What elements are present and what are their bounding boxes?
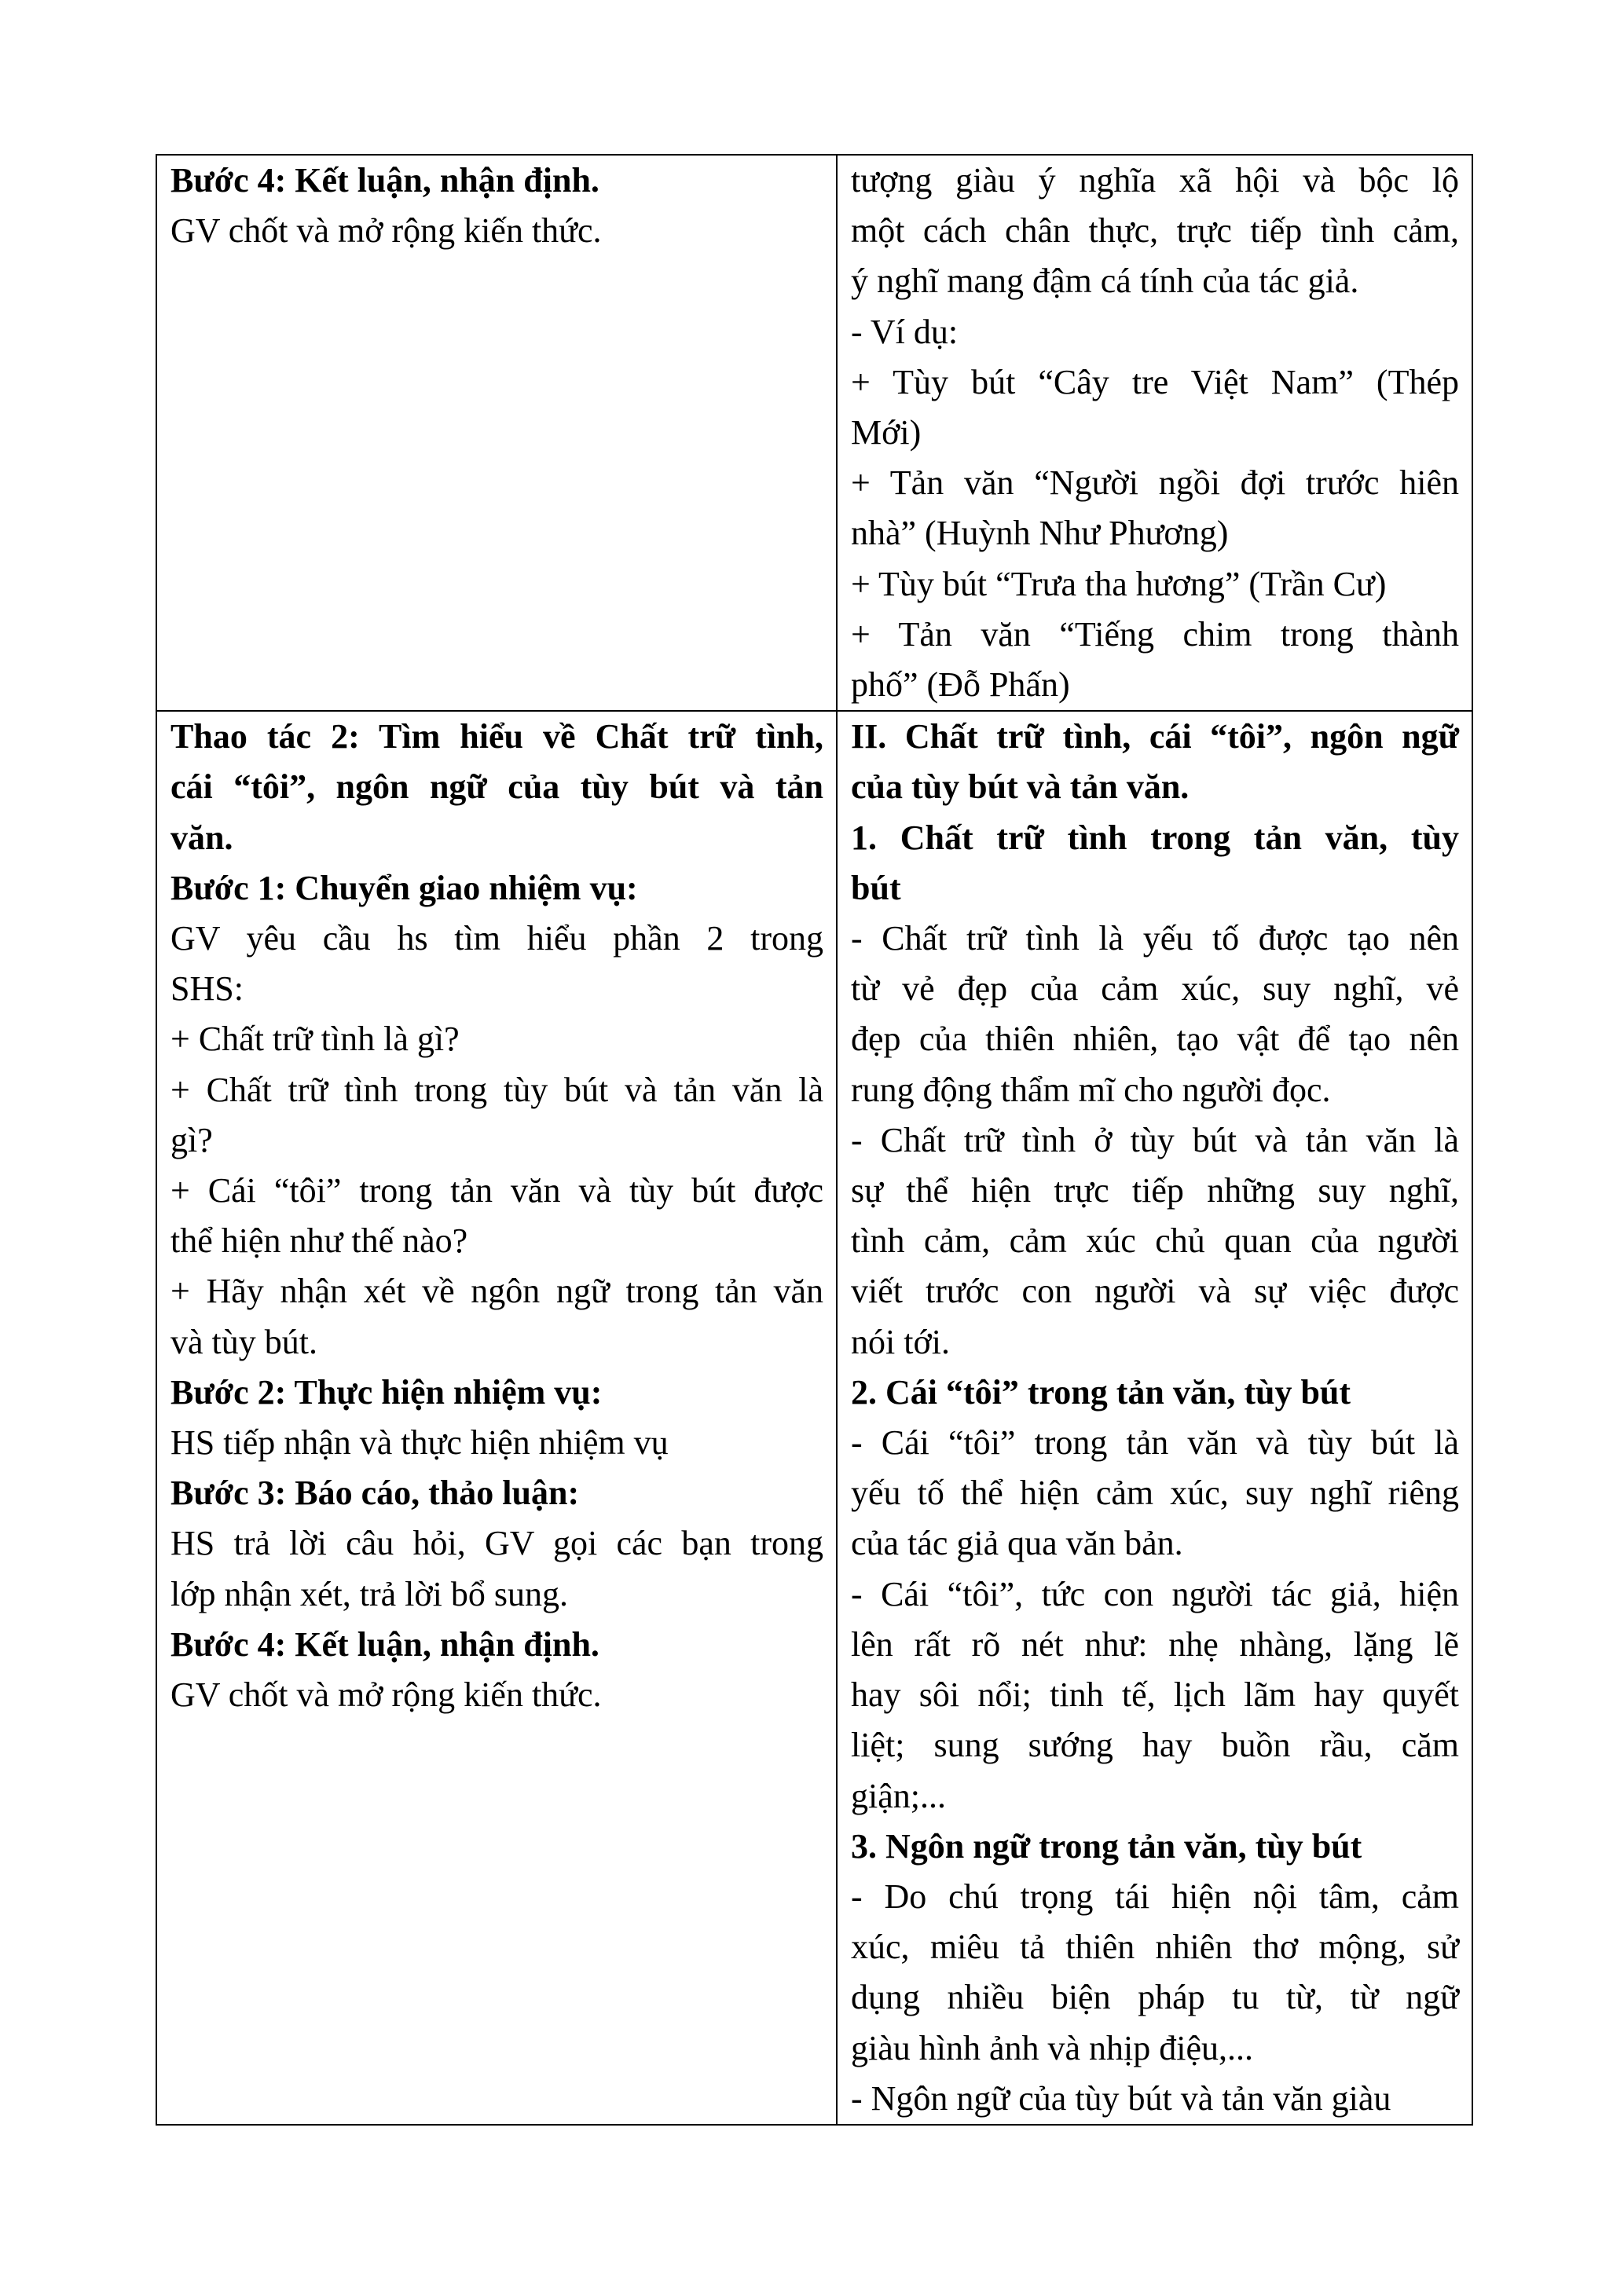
text-line: gì? bbox=[170, 1120, 213, 1159]
heading-paragraph bbox=[170, 1368, 823, 1418]
text-line: đẹp của thiên nhiên, tạo vật để tạo nên bbox=[851, 1020, 1459, 1059]
text-paragraph bbox=[170, 206, 823, 256]
text-line: GV chốt và mở rộng kiến thức. bbox=[170, 1675, 602, 1715]
text-line: Bước 3: Báo cáo, thảo luận: bbox=[170, 1474, 580, 1513]
text-paragraph bbox=[851, 458, 1459, 558]
text-line: - Chất trữ tình là yếu tố được tạo nên bbox=[851, 919, 1459, 958]
text-paragraph bbox=[851, 357, 1459, 458]
text-paragraph bbox=[170, 1065, 823, 1166]
text-line: lên rất rõ nét như: nhẹ nhàng, lặng lẽ bbox=[851, 1624, 1459, 1664]
text-line: - Do chú trọng tái hiện nội tâm, cảm bbox=[851, 1877, 1459, 1916]
text-paragraph bbox=[170, 1266, 823, 1367]
text-line: từ vẻ đẹp của cảm xúc, suy nghĩ, vẻ bbox=[851, 969, 1459, 1009]
text-line: 2. Cái “tôi” trong tản văn, tùy bút bbox=[851, 1372, 1351, 1412]
text-line: GV yêu cầu hs tìm hiểu phần 2 trong bbox=[170, 919, 823, 958]
text-line: Bước 1: Chuyển giao nhiệm vụ: bbox=[170, 868, 638, 907]
text-line: dụng nhiều biện pháp tu từ, từ ngữ bbox=[851, 1978, 1459, 2017]
text-line: nhà” (Huỳnh Như Phương) bbox=[851, 514, 1229, 553]
text-line: + Hãy nhận xét về ngôn ngữ trong tản văn bbox=[170, 1272, 823, 1311]
text-line: HS tiếp nhận và thực hiện nhiệm vụ bbox=[170, 1423, 669, 1463]
text-line: Thao tác 2: Tìm hiểu về Chất trữ tình, bbox=[170, 717, 823, 756]
text-line: II. Chất trữ tình, cái “tôi”, ngôn ngữ bbox=[851, 717, 1459, 756]
table-row bbox=[156, 711, 1472, 2125]
text-line: SHS: bbox=[170, 969, 244, 1009]
text-line: + Tản văn “Tiếng chim trong thành bbox=[851, 614, 1459, 654]
text-line: + Chất trữ tình trong tùy bút và tản văn là bbox=[170, 1070, 823, 1109]
text-line: + Tùy bút “Trưa tha hương” (Trần Cư) bbox=[851, 564, 1387, 603]
text-line: - Cái “tôi” trong tản văn và tùy bút là bbox=[851, 1423, 1459, 1463]
heading-paragraph bbox=[170, 1468, 823, 1518]
text-line: và tùy bút. bbox=[170, 1322, 317, 1361]
text-line: giàu hình ảnh và nhịp điệu,... bbox=[851, 2028, 1254, 2067]
activity-cell bbox=[156, 711, 837, 2125]
text-line: GV chốt và mở rộng kiến thức. bbox=[170, 211, 602, 251]
text-line: - Ngôn ngữ của tùy bút và tản văn giàu bbox=[851, 2078, 1391, 2118]
text-paragraph bbox=[851, 1569, 1459, 1822]
text-line: cái “tôi”, ngôn ngữ của tùy bút và tản bbox=[170, 767, 823, 807]
text-line: - Cái “tôi”, tức con người tác giả, hiện bbox=[851, 1574, 1459, 1613]
text-line: 3. Ngôn ngữ trong tản văn, tùy bút bbox=[851, 1826, 1362, 1866]
heading-paragraph bbox=[170, 156, 823, 206]
text-line: - Chất trữ tình ở tùy bút và tản văn là bbox=[851, 1120, 1459, 1159]
text-line: lớp nhận xét, trả lời bổ sung. bbox=[170, 1574, 569, 1613]
text-line: sự thể hiện trực tiếp những suy nghĩ, bbox=[851, 1171, 1459, 1210]
text-line: một cách chân thực, trực tiếp tình cảm, bbox=[851, 211, 1459, 251]
text-line: - Ví dụ: bbox=[851, 312, 959, 351]
text-line: nói tới. bbox=[851, 1322, 950, 1361]
text-paragraph bbox=[170, 1014, 823, 1064]
text-line: rung động thẩm mĩ cho người đọc. bbox=[851, 1070, 1331, 1109]
activity-cell bbox=[156, 155, 837, 711]
text-paragraph bbox=[170, 1518, 823, 1619]
text-paragraph bbox=[851, 2074, 1459, 2124]
text-line: của tác giả qua văn bản. bbox=[851, 1524, 1183, 1563]
heading-paragraph bbox=[170, 863, 823, 914]
text-line: Bước 4: Kết luận, nhận định. bbox=[170, 161, 599, 200]
heading-paragraph bbox=[170, 1620, 823, 1670]
text-line: phố” (Đỗ Phấn) bbox=[851, 665, 1070, 705]
text-paragraph bbox=[170, 1670, 823, 1720]
text-line: + Tùy bút “Cây tre Việt Nam” (Thép bbox=[851, 362, 1459, 401]
text-line: Mới) bbox=[851, 413, 922, 452]
text-line: văn. bbox=[170, 818, 233, 857]
heading-paragraph bbox=[170, 712, 823, 863]
lesson-plan-table bbox=[156, 154, 1473, 2126]
text-paragraph bbox=[851, 1418, 1459, 1569]
content-cell bbox=[837, 711, 1472, 2125]
text-line: HS trả lời câu hỏi, GV gọi các bạn trong bbox=[170, 1524, 823, 1563]
text-paragraph bbox=[170, 1418, 823, 1468]
text-line: viết trước con người và sự việc được bbox=[851, 1272, 1459, 1311]
heading-paragraph bbox=[851, 712, 1459, 812]
text-paragraph bbox=[170, 1166, 823, 1266]
text-paragraph bbox=[851, 1115, 1459, 1368]
text-line: hay sôi nổi; tinh tế, lịch lãm hay quyết bbox=[851, 1675, 1459, 1715]
text-paragraph bbox=[851, 1872, 1459, 2074]
text-line: tình cảm, cảm xúc chủ quan của người bbox=[851, 1221, 1459, 1261]
text-line: của tùy bút và tản văn. bbox=[851, 767, 1190, 807]
heading-paragraph bbox=[851, 1822, 1459, 1872]
text-line: + Cái “tôi” trong tản văn và tùy bút được bbox=[170, 1171, 823, 1210]
text-line: + Tản văn “Người ngồi đợi trước hiên bbox=[851, 463, 1459, 503]
heading-paragraph bbox=[851, 1368, 1459, 1418]
text-line: Bước 2: Thực hiện nhiệm vụ: bbox=[170, 1372, 603, 1412]
text-line: yếu tố thể hiện cảm xúc, suy nghĩ riêng bbox=[851, 1474, 1459, 1513]
text-line: + Chất trữ tình là gì? bbox=[170, 1020, 460, 1059]
text-line: 1. Chất trữ tình trong tản văn, tùy bbox=[851, 818, 1459, 857]
text-line: bút bbox=[851, 868, 901, 907]
text-paragraph bbox=[170, 914, 823, 1014]
text-line: ý nghĩ mang đậm cá tính của tác giả. bbox=[851, 262, 1359, 301]
text-line: giận;... bbox=[851, 1776, 946, 1815]
text-line: thể hiện như thế nào? bbox=[170, 1221, 468, 1261]
text-line: tượng giàu ý nghĩa xã hội và bộc lộ bbox=[851, 161, 1459, 200]
text-paragraph bbox=[851, 914, 1459, 1115]
content-cell bbox=[837, 155, 1472, 711]
text-paragraph bbox=[851, 307, 1459, 357]
text-line: Bước 4: Kết luận, nhận định. bbox=[170, 1624, 599, 1664]
table-row bbox=[156, 155, 1472, 711]
text-line: xúc, miêu tả thiên nhiên thơ mộng, sử bbox=[851, 1928, 1459, 1967]
text-paragraph bbox=[851, 610, 1459, 710]
text-line: liệt; sung sướng hay buồn rầu, căm bbox=[851, 1726, 1459, 1765]
text-paragraph bbox=[851, 559, 1459, 610]
text-paragraph bbox=[851, 156, 1459, 307]
heading-paragraph bbox=[851, 813, 1459, 914]
